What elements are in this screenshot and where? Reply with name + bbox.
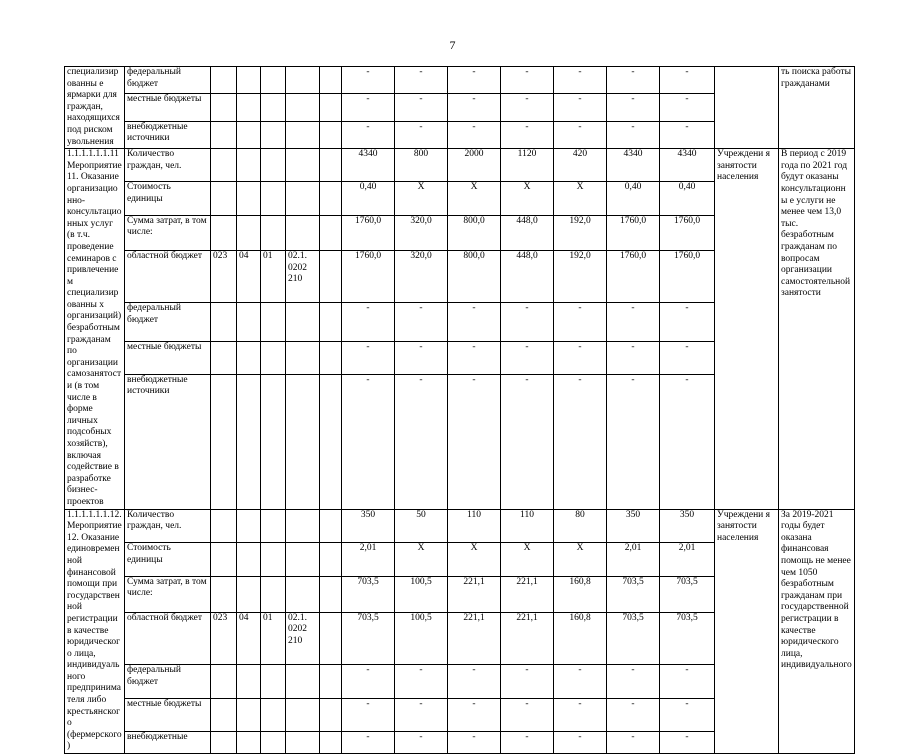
value-cell: - — [448, 665, 501, 698]
value-cell: - — [501, 374, 554, 509]
target-article-cell — [286, 509, 320, 542]
value-cell: - — [554, 341, 607, 374]
grbs-code-cell — [211, 698, 237, 731]
subsection-code-cell — [261, 731, 286, 753]
section-code-cell — [237, 121, 261, 148]
value-cell: - — [607, 665, 660, 698]
value-cell: Х — [448, 182, 501, 215]
value-cell: - — [342, 121, 395, 148]
target-article-cell — [286, 215, 320, 251]
value-cell: 703,5 — [660, 612, 715, 665]
value-cell: - — [660, 303, 715, 341]
value-cell: - — [342, 374, 395, 509]
value-cell: 420 — [554, 149, 607, 182]
value-cell: 1760,0 — [660, 215, 715, 251]
subsection-code-cell — [261, 543, 286, 576]
value-cell: - — [395, 94, 448, 121]
value-cell: - — [554, 665, 607, 698]
value-cell: - — [448, 731, 501, 753]
expense-type-cell — [320, 698, 342, 731]
value-cell: - — [395, 698, 448, 731]
value-cell: - — [607, 698, 660, 731]
value-cell: - — [342, 731, 395, 753]
value-cell: 2000 — [448, 149, 501, 182]
value-cell: - — [554, 121, 607, 148]
value-cell: - — [660, 121, 715, 148]
subsection-code-cell — [261, 215, 286, 251]
value-cell: - — [607, 341, 660, 374]
section-code-cell — [237, 67, 261, 94]
target-article-cell — [286, 303, 320, 341]
value-cell: 192,0 — [554, 215, 607, 251]
value-cell: - — [395, 341, 448, 374]
expense-type-cell — [320, 543, 342, 576]
target-article-cell — [286, 374, 320, 509]
value-cell: 0,40 — [660, 182, 715, 215]
value-cell: - — [554, 303, 607, 341]
section-code-cell — [237, 576, 261, 612]
value-cell: - — [501, 341, 554, 374]
value-cell: 160,8 — [554, 612, 607, 665]
target-article-cell — [286, 576, 320, 612]
value-cell: 800,0 — [448, 215, 501, 251]
section-code-cell — [237, 215, 261, 251]
indicator-cell: Количество граждан, чел. — [125, 149, 211, 182]
value-cell: 800,0 — [448, 251, 501, 303]
value-cell: - — [501, 731, 554, 753]
value-cell: Х — [448, 543, 501, 576]
value-cell: - — [448, 698, 501, 731]
grbs-code-cell — [211, 215, 237, 251]
target-article-cell: 02.1. 0202 210 — [286, 251, 320, 303]
target-article-cell — [286, 543, 320, 576]
value-cell: 4340 — [660, 149, 715, 182]
value-cell: - — [501, 698, 554, 731]
value-cell: Х — [554, 182, 607, 215]
value-cell: - — [395, 121, 448, 148]
subsection-code-cell — [261, 698, 286, 731]
indicator-cell: местные бюджеты — [125, 341, 211, 374]
value-cell: - — [342, 67, 395, 94]
section-code-cell — [237, 303, 261, 341]
value-cell: - — [448, 121, 501, 148]
grbs-code-cell — [211, 121, 237, 148]
expense-type-cell — [320, 303, 342, 341]
subsection-code-cell — [261, 303, 286, 341]
subsection-code-cell — [261, 509, 286, 542]
expense-type-cell — [320, 94, 342, 121]
value-cell: 1760,0 — [607, 251, 660, 303]
value-cell: Х — [554, 543, 607, 576]
expected-result-cell: ть поиска работы гражданами — [779, 67, 855, 149]
grbs-code-cell — [211, 303, 237, 341]
executor-cell: Учреждени я занятости населения — [715, 149, 779, 509]
section-code-cell: 04 — [237, 251, 261, 303]
value-cell: - — [448, 94, 501, 121]
value-cell: 192,0 — [554, 251, 607, 303]
value-cell: - — [607, 94, 660, 121]
grbs-code-cell — [211, 509, 237, 542]
value-cell: 320,0 — [395, 251, 448, 303]
indicator-cell: федеральный бюджет — [125, 303, 211, 341]
grbs-code-cell — [211, 149, 237, 182]
value-cell: 703,5 — [607, 612, 660, 665]
value-cell: - — [554, 67, 607, 94]
target-article-cell — [286, 698, 320, 731]
value-cell: - — [660, 94, 715, 121]
value-cell: 703,5 — [607, 576, 660, 612]
value-cell: 160,8 — [554, 576, 607, 612]
value-cell: 1760,0 — [607, 215, 660, 251]
section-code-cell — [237, 341, 261, 374]
value-cell: 0,40 — [607, 182, 660, 215]
value-cell: - — [554, 698, 607, 731]
indicator-cell: федеральный бюджет — [125, 67, 211, 94]
section-code-cell: 04 — [237, 612, 261, 665]
value-cell: 80 — [554, 509, 607, 542]
indicator-cell: местные бюджеты — [125, 94, 211, 121]
expense-type-cell — [320, 149, 342, 182]
target-article-cell — [286, 94, 320, 121]
page-number: 7 — [449, 38, 456, 52]
grbs-code-cell — [211, 665, 237, 698]
target-article-cell — [286, 341, 320, 374]
section-code-cell — [237, 182, 261, 215]
section-code-cell — [237, 94, 261, 121]
expense-type-cell — [320, 509, 342, 542]
grbs-code-cell — [211, 67, 237, 94]
value-cell: 2,01 — [660, 543, 715, 576]
table-row — [65, 509, 855, 542]
value-cell: 350 — [342, 509, 395, 542]
value-cell: - — [395, 374, 448, 509]
value-cell: 221,1 — [501, 576, 554, 612]
indicator-cell: областной бюджет — [125, 612, 211, 665]
value-cell: - — [342, 665, 395, 698]
value-cell: 2,01 — [342, 543, 395, 576]
expense-type-cell — [320, 665, 342, 698]
value-cell: 350 — [607, 509, 660, 542]
grbs-code-cell — [211, 182, 237, 215]
indicator-cell: Стоимость единицы — [125, 543, 211, 576]
value-cell: 221,1 — [448, 612, 501, 665]
value-cell: - — [395, 665, 448, 698]
value-cell: - — [448, 341, 501, 374]
executor-cell — [715, 67, 779, 149]
grbs-code-cell — [211, 731, 237, 753]
grbs-code-cell: 023 — [211, 251, 237, 303]
subsection-code-cell: 01 — [261, 251, 286, 303]
expense-type-cell — [320, 182, 342, 215]
indicator-cell: федеральный бюджет — [125, 665, 211, 698]
table-row — [65, 67, 855, 94]
section-code-cell — [237, 509, 261, 542]
value-cell: - — [660, 665, 715, 698]
value-cell: 0,40 — [342, 182, 395, 215]
section-code-cell — [237, 731, 261, 753]
value-cell: Х — [501, 182, 554, 215]
value-cell: 703,5 — [660, 576, 715, 612]
value-cell: 1760,0 — [660, 251, 715, 303]
value-cell: - — [501, 67, 554, 94]
expense-type-cell — [320, 67, 342, 94]
expense-type-cell — [320, 576, 342, 612]
grbs-code-cell — [211, 576, 237, 612]
value-cell: - — [660, 698, 715, 731]
value-cell: - — [554, 374, 607, 509]
value-cell: 2,01 — [607, 543, 660, 576]
value-cell: Х — [395, 182, 448, 215]
expense-type-cell — [320, 251, 342, 303]
value-cell: Х — [395, 543, 448, 576]
target-article-cell — [286, 182, 320, 215]
indicator-cell: внебюджетные источники — [125, 121, 211, 148]
grbs-code-cell — [211, 341, 237, 374]
expense-type-cell — [320, 215, 342, 251]
value-cell: - — [342, 698, 395, 731]
indicator-cell: Сумма затрат, в том числе: — [125, 576, 211, 612]
value-cell: - — [501, 94, 554, 121]
subsection-code-cell — [261, 182, 286, 215]
value-cell: 100,5 — [395, 612, 448, 665]
subsection-code-cell — [261, 149, 286, 182]
indicator-cell: внебюджетные — [125, 731, 211, 753]
indicator-cell: внебюджетные источники — [125, 374, 211, 509]
grbs-code-cell — [211, 94, 237, 121]
value-cell: - — [607, 374, 660, 509]
section-code-cell — [237, 665, 261, 698]
indicator-cell: Стоимость единицы — [125, 182, 211, 215]
section-code-cell — [237, 374, 261, 509]
value-cell: 448,0 — [501, 215, 554, 251]
section-code-cell — [237, 543, 261, 576]
subsection-code-cell — [261, 341, 286, 374]
value-cell: - — [660, 374, 715, 509]
value-cell: - — [607, 303, 660, 341]
table-row — [65, 149, 855, 182]
indicator-cell: областной бюджет — [125, 251, 211, 303]
value-cell: Х — [501, 543, 554, 576]
value-cell: - — [342, 341, 395, 374]
value-cell: 221,1 — [448, 576, 501, 612]
value-cell: 448,0 — [501, 251, 554, 303]
value-cell: - — [395, 303, 448, 341]
subsection-code-cell — [261, 374, 286, 509]
value-cell: - — [342, 303, 395, 341]
value-cell: 50 — [395, 509, 448, 542]
value-cell: - — [554, 94, 607, 121]
value-cell: 1120 — [501, 149, 554, 182]
value-cell: 4340 — [342, 149, 395, 182]
value-cell: 110 — [448, 509, 501, 542]
section-code-cell — [237, 149, 261, 182]
value-cell: 703,5 — [342, 576, 395, 612]
activity-name-cell: 1.1.1.1.1.1.12. Мероприятие 12. Оказание единовременной финансовой помощи при государственной регистрации в качестве юридического лица, индивидуального предпринимателя либо крестьянского (фермерского) — [65, 509, 125, 753]
value-cell: 703,5 — [342, 612, 395, 665]
activity-name-cell: специализированны е ярмарки для граждан, находящихся под риском увольнения — [65, 67, 125, 149]
expense-type-cell — [320, 374, 342, 509]
indicator-cell: местные бюджеты — [125, 698, 211, 731]
value-cell: 1760,0 — [342, 251, 395, 303]
value-cell: - — [448, 303, 501, 341]
value-cell: 350 — [660, 509, 715, 542]
value-cell: 320,0 — [395, 215, 448, 251]
program-activities-table — [64, 66, 855, 754]
value-cell: 4340 — [607, 149, 660, 182]
grbs-code-cell: 023 — [211, 612, 237, 665]
target-article-cell — [286, 731, 320, 753]
value-cell: - — [660, 731, 715, 753]
subsection-code-cell — [261, 67, 286, 94]
value-cell: - — [607, 67, 660, 94]
value-cell: 221,1 — [501, 612, 554, 665]
value-cell: - — [607, 121, 660, 148]
value-cell: - — [342, 94, 395, 121]
subsection-code-cell — [261, 121, 286, 148]
value-cell: - — [448, 374, 501, 509]
grbs-code-cell — [211, 543, 237, 576]
target-article-cell: 02.1. 0202 210 — [286, 612, 320, 665]
value-cell: - — [607, 731, 660, 753]
value-cell: - — [448, 67, 501, 94]
indicator-cell: Сумма затрат, в том числе: — [125, 215, 211, 251]
value-cell: 800 — [395, 149, 448, 182]
expense-type-cell — [320, 341, 342, 374]
subsection-code-cell — [261, 576, 286, 612]
value-cell: - — [395, 731, 448, 753]
value-cell: - — [501, 665, 554, 698]
executor-cell: Учреждени я занятости населения — [715, 509, 779, 753]
expected-result-cell: В период с 2019 года по 2021 год будут оказаны консультационны е услуги не менее чем 13,0 тыс. безработным гражданам по вопросам организации самостоятельной занятости — [779, 149, 855, 509]
value-cell: 1760,0 — [342, 215, 395, 251]
value-cell: - — [501, 121, 554, 148]
value-cell: - — [554, 731, 607, 753]
subsection-code-cell — [261, 665, 286, 698]
target-article-cell — [286, 121, 320, 148]
value-cell: - — [395, 67, 448, 94]
target-article-cell — [286, 665, 320, 698]
section-code-cell — [237, 698, 261, 731]
value-cell: - — [660, 341, 715, 374]
expense-type-cell — [320, 731, 342, 753]
expected-result-cell: За 2019-2021 годы будет оказана финансовая помощь не менее чем 1050 безработным гражданам при государственной регистрации в качестве юридического лица, индивидуального — [779, 509, 855, 753]
grbs-code-cell — [211, 374, 237, 509]
activity-name-cell: 1.1.1.1.1.1.11 Мероприятие 11. Оказание организационно-консультационных услуг (в т.ч. проведение семинаров с привлечением специализированны х организаций) безработным гражданам по организации самозанятости (в том числе в форме личных подсобных хозяйств), включая содействие в разработке бизнес-проектов — [65, 149, 125, 509]
value-cell: 100,5 — [395, 576, 448, 612]
target-article-cell — [286, 149, 320, 182]
expense-type-cell — [320, 612, 342, 665]
indicator-cell: Количество граждан, чел. — [125, 509, 211, 542]
value-cell: - — [501, 303, 554, 341]
value-cell: - — [660, 67, 715, 94]
subsection-code-cell: 01 — [261, 612, 286, 665]
expense-type-cell — [320, 121, 342, 148]
subsection-code-cell — [261, 94, 286, 121]
value-cell: 110 — [501, 509, 554, 542]
target-article-cell — [286, 67, 320, 94]
